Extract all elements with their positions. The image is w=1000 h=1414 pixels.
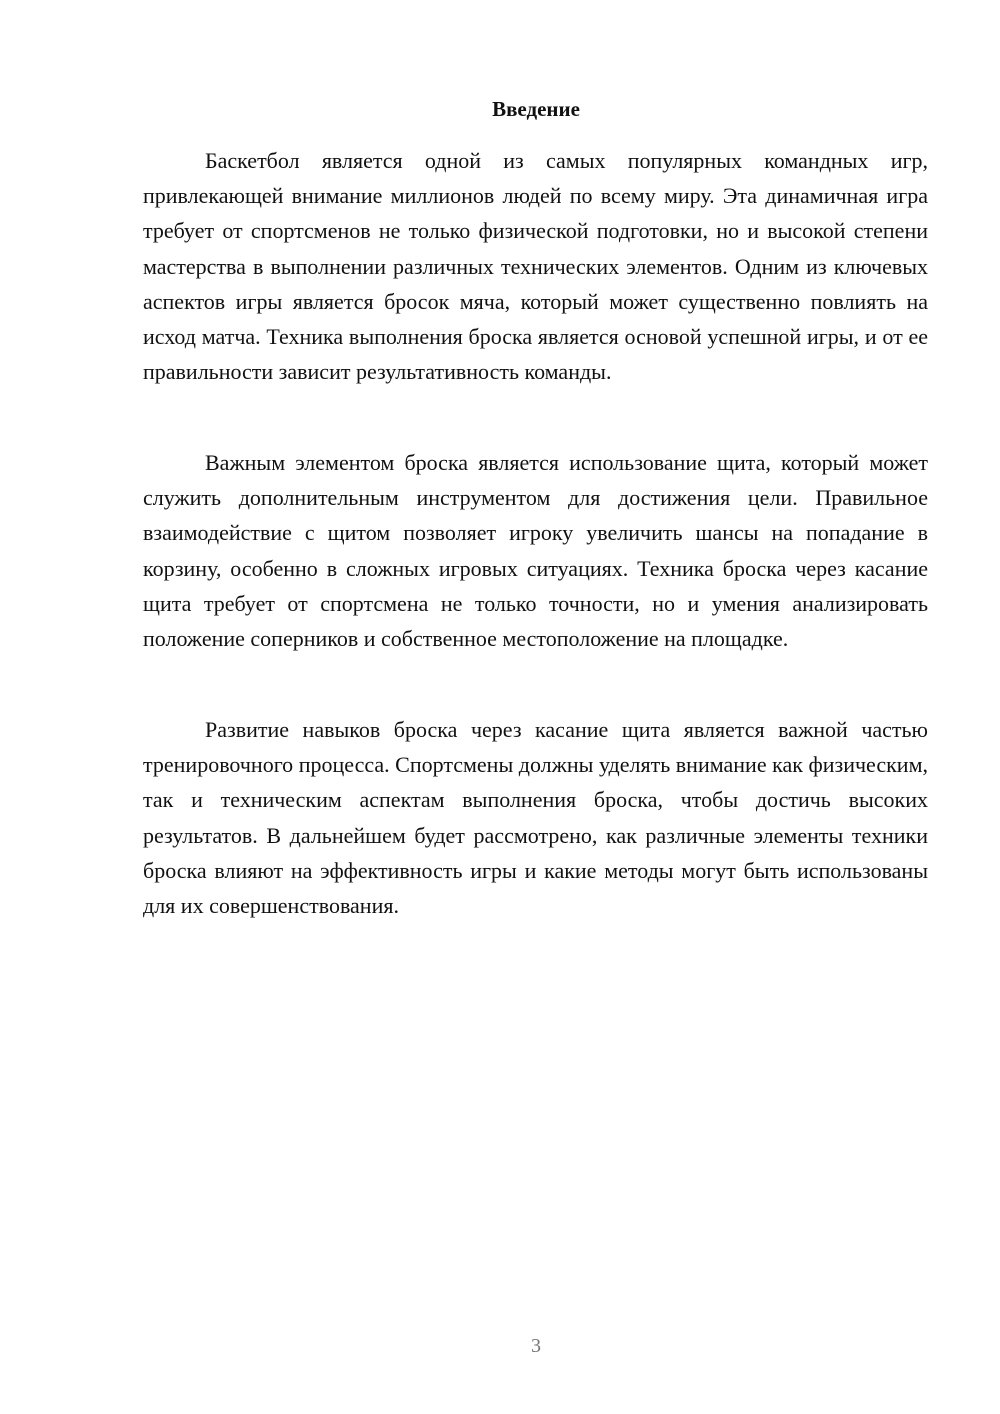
page-number: 3 [531, 1335, 541, 1357]
paragraph-3: Развитие навыков броска через касание щита является важной частью тренировочного процесса. Спортсмены должны уделять внимание как физическим, так и техническим аспектам выполнения броска, чтобы достичь высоких результатов. В дальнейшем будет рассмотрено, как различные элементы техники броска влияют на эффективность игры и какие методы могут быть использованы для их совершенствования. [143, 717, 928, 919]
section-heading: Введение [492, 97, 580, 121]
paragraph-1: Баскетбол является одной из самых популярных командных игр, привлекающей внимание миллионов людей по всему миру. Эта динамичная игра требует от спортсменов не только физической подготовки, но и высокой степени мастерства в выполнении различных технических элементов. Одним из ключевых аспектов игры является бросок мяча, который может существенно повлиять на исход матча. Техника выполнения броска является основой успешной игры, и от ее правильности зависит результативность команды. [143, 148, 928, 385]
paragraph-2: Важным элементом броска является использование щита, который может служить дополнительным инструментом для достижения цели. Правильное взаимодействие с щитом позволяет игроку увеличить шансы на попадание в корзину, особенно в сложных игровых ситуациях. Техника броска через касание щита требует от спортсмена не только точности, но и умения анализировать положение соперников и собственное местоположение на площадке. [143, 450, 928, 652]
